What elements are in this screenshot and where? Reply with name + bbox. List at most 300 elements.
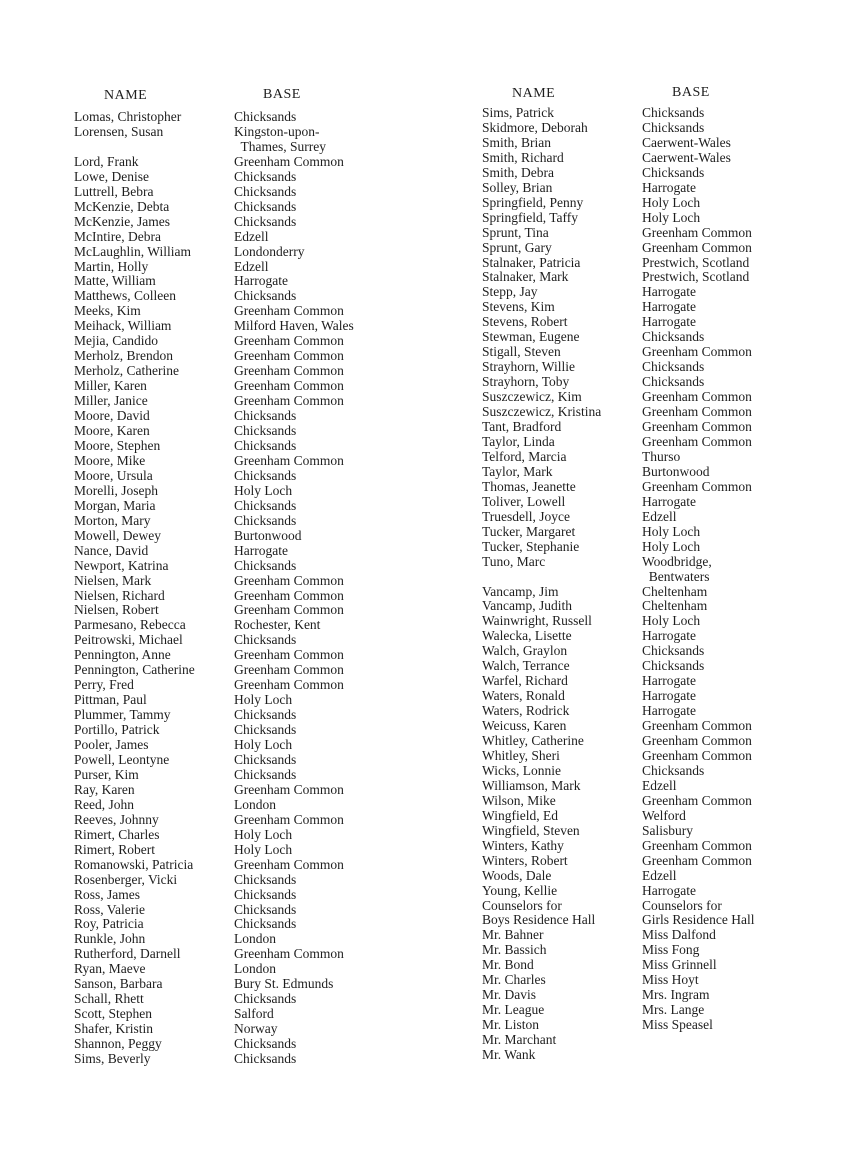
student-name: Springfield, Penny — [482, 194, 584, 210]
base-location: Edzell — [642, 508, 677, 524]
roster-row — [74, 409, 354, 424]
base-location: Harrogate — [642, 314, 696, 330]
roster-row — [74, 529, 354, 544]
roster-row — [74, 693, 354, 708]
roster-row — [74, 110, 354, 125]
student-name: Mr. Bassich — [482, 942, 547, 958]
base-location: Chicksands — [234, 198, 297, 214]
base-location: Harrogate — [642, 284, 696, 300]
roster-row — [74, 140, 354, 155]
base-location: Chicksands — [234, 168, 297, 184]
base-location: Greenham Common — [642, 389, 752, 405]
student-name: Schall, Rhett — [74, 991, 144, 1007]
base-location: Cheltenham — [642, 598, 708, 614]
roster-row — [482, 121, 754, 136]
roster-row — [482, 106, 754, 121]
roster-row — [482, 151, 754, 166]
roster-row — [482, 390, 754, 405]
base-location: Kingston-upon- — [234, 123, 320, 139]
base-location: Chicksands — [234, 408, 297, 424]
base-location: Chicksands — [234, 707, 297, 723]
student-name: Powell, Leontyne — [74, 751, 170, 767]
student-name: Whitley, Catherine — [482, 733, 584, 749]
student-name: Stepp, Jay — [482, 284, 538, 300]
student-name: Suszczewicz, Kim — [482, 389, 582, 405]
base-location: Bury St. Edmunds — [234, 976, 334, 992]
student-name: Shafer, Kristin — [74, 1021, 153, 1037]
base-location: Harrogate — [642, 688, 696, 704]
student-name: Matte, William — [74, 273, 156, 289]
student-name: Stalnaker, Mark — [482, 269, 569, 285]
student-name: Mr. Liston — [482, 1017, 540, 1033]
student-name: Walecka, Lisette — [482, 628, 572, 644]
student-name: Waters, Ronald — [482, 688, 565, 704]
roster-row — [74, 708, 354, 723]
student-name: Luttrell, Bebra — [74, 183, 154, 199]
student-name: Morelli, Joseph — [74, 482, 158, 498]
base-location: London — [234, 796, 276, 812]
left-base-header: BASE — [263, 87, 301, 102]
base-location: Greenham Common — [642, 404, 752, 420]
student-name: Smith, Brian — [482, 134, 552, 150]
roster-row — [482, 884, 754, 899]
roster-row — [482, 809, 754, 824]
base-location: Greenham Common — [642, 433, 752, 449]
student-name: Moore, Stephen — [74, 437, 161, 453]
roster-row — [482, 136, 754, 151]
roster-row — [74, 903, 354, 918]
base-location: Rochester, Kent — [234, 617, 321, 633]
base-location: Holy Loch — [642, 209, 701, 225]
student-name: McKenzie, James — [74, 213, 170, 229]
roster-row — [482, 465, 754, 480]
student-name: Strayhorn, Toby — [482, 374, 570, 390]
base-location: Greenham Common — [642, 747, 752, 763]
student-name — [482, 570, 642, 585]
student-name: Rimert, Charles — [74, 826, 160, 842]
base-location: Greenham Common — [234, 348, 344, 364]
student-name: Miller, Karen — [74, 378, 147, 394]
student-name: Nielsen, Richard — [74, 587, 165, 603]
roster-row — [482, 480, 754, 495]
base-location: Prestwich, Scotland — [642, 254, 750, 270]
student-name: Nance, David — [74, 542, 149, 558]
roster-row — [482, 913, 754, 928]
student-name: Mr. League — [482, 1002, 545, 1018]
roster-row — [482, 659, 754, 674]
base-location: Miss Dalfond — [642, 927, 716, 943]
roster-row — [482, 1018, 754, 1033]
base-location: Chicksands — [234, 423, 297, 439]
roster-row — [482, 1003, 754, 1018]
student-name: McIntire, Debra — [74, 228, 161, 244]
roster-row — [74, 947, 354, 962]
roster-row — [482, 270, 754, 285]
base-location: Greenham Common — [234, 647, 344, 663]
student-name: McKenzie, Debta — [74, 198, 170, 214]
roster-row — [482, 360, 754, 375]
roster-row — [482, 211, 754, 226]
student-name: Whitley, Sheri — [482, 747, 560, 763]
student-name: Morgan, Maria — [74, 497, 156, 513]
student-name: Stevens, Robert — [482, 314, 568, 330]
roster-row — [482, 226, 754, 241]
base-location: Edzell — [642, 867, 677, 883]
student-name: Strayhorn, Willie — [482, 359, 575, 375]
student-name: Peitrowski, Michael — [74, 632, 183, 648]
roster-row — [74, 514, 354, 529]
base-location: Miss Grinnell — [642, 957, 717, 973]
base-location: Greenham Common — [234, 856, 344, 872]
base-location: Chicksands — [642, 374, 705, 390]
roster-row — [482, 555, 754, 570]
roster-row — [74, 783, 354, 798]
base-location: Edzell — [234, 228, 269, 244]
student-name: Ross, Valerie — [74, 901, 145, 917]
roster-row — [74, 439, 354, 454]
student-name: Ross, James — [74, 886, 141, 902]
student-name: Tant, Bradford — [482, 419, 562, 435]
student-name: Walch, Graylon — [482, 643, 568, 659]
roster-row — [74, 394, 354, 409]
base-location: Chicksands — [642, 329, 705, 345]
student-name: Mejia, Candido — [74, 333, 158, 349]
student-name: Waters, Rodrick — [482, 703, 570, 719]
base-location: Chicksands — [642, 359, 705, 375]
student-name: Moore, Karen — [74, 423, 150, 439]
student-name: Purser, Kim — [74, 766, 139, 782]
student-name: Miller, Janice — [74, 393, 148, 409]
base-location: Chicksands — [234, 109, 297, 124]
base-location: Prestwich, Scotland — [642, 269, 750, 285]
student-name: Weicuss, Karen — [482, 718, 567, 734]
student-name: Scott, Stephen — [74, 1006, 152, 1022]
base-location: Girls Residence Hall — [642, 912, 755, 928]
roster-row — [74, 274, 354, 289]
student-name: Shannon, Peggy — [74, 1036, 162, 1052]
student-name: Wicks, Lonnie — [482, 762, 561, 778]
base-location: Greenham Common — [234, 677, 344, 693]
base-location: Greenham Common — [642, 733, 752, 749]
roster-row — [74, 738, 354, 753]
roster-row — [74, 260, 354, 275]
base-location: Chicksands — [234, 751, 297, 767]
student-name: Mr. Bahner — [482, 927, 544, 943]
roster-row — [74, 289, 354, 304]
student-name: Sprunt, Tina — [482, 224, 549, 240]
student-name: Lowe, Denise — [74, 168, 149, 184]
student-name: Wingfield, Steven — [482, 822, 580, 838]
roster-row — [74, 424, 354, 439]
base-location: Woodbridge, — [642, 553, 712, 569]
base-location: Bentwaters — [642, 568, 710, 584]
roster-row — [482, 330, 754, 345]
base-location: Cheltenham — [642, 583, 708, 599]
student-name: Runkle, John — [74, 931, 146, 947]
roster-row — [74, 873, 354, 888]
base-location: Greenham Common — [234, 946, 344, 962]
base-location: Holy Loch — [234, 692, 293, 708]
roster-row — [74, 499, 354, 514]
roster-row — [482, 928, 754, 943]
roster-row — [74, 245, 354, 260]
roster-row — [74, 1037, 354, 1052]
base-location: Greenham Common — [234, 452, 344, 468]
base-location: Norway — [234, 1021, 278, 1037]
student-name: Tucker, Stephanie — [482, 538, 580, 554]
roster-row — [74, 319, 354, 334]
student-name: Moore, Ursula — [74, 467, 153, 483]
roster-row — [482, 734, 754, 749]
student-name: Springfield, Taffy — [482, 209, 579, 225]
student-name: Newport, Katrina — [74, 557, 169, 573]
roster-row — [74, 200, 354, 215]
student-name: Moore, Mike — [74, 452, 146, 468]
roster-row — [74, 858, 354, 873]
student-name: Young, Kellie — [482, 882, 558, 898]
roster-row — [482, 285, 754, 300]
roster-row — [482, 345, 754, 360]
roster-row — [482, 181, 754, 196]
base-location: Chicksands — [234, 722, 297, 738]
roster-row — [482, 241, 754, 256]
student-name: Williamson, Mark — [482, 777, 581, 793]
student-name: Mr. Wank — [482, 1047, 536, 1063]
roster-row — [482, 540, 754, 555]
student-name: Counselors for — [482, 897, 562, 913]
student-name: Mr. Charles — [482, 972, 546, 988]
roster-row — [482, 1033, 754, 1048]
base-location: London — [234, 931, 276, 947]
base-location: Thurso — [642, 448, 681, 464]
roster-row — [74, 962, 354, 977]
roster-row — [74, 349, 354, 364]
roster-row — [74, 559, 354, 574]
base-location: Salford — [234, 1006, 274, 1022]
roster-row — [482, 824, 754, 839]
base-location: Greenham Common — [642, 224, 752, 240]
base-location: Harrogate — [642, 493, 696, 509]
base-location: Londonderry — [234, 243, 305, 259]
roster-row — [74, 170, 354, 185]
base-location: Holy Loch — [642, 538, 701, 554]
student-name: Nielsen, Mark — [74, 572, 152, 588]
right-base-header: BASE — [672, 85, 710, 100]
roster-row — [74, 1007, 354, 1022]
roster-row — [482, 854, 754, 869]
roster-row — [482, 988, 754, 1003]
roster-row — [74, 992, 354, 1007]
base-location: Chicksands — [234, 766, 297, 782]
student-name: Vancamp, Judith — [482, 598, 572, 614]
roster-row — [74, 678, 354, 693]
student-name: Taylor, Linda — [482, 433, 555, 449]
roster-row — [74, 454, 354, 469]
student-name: Portillo, Patrick — [74, 722, 160, 738]
student-name: Romanowski, Patricia — [74, 856, 194, 872]
roster-row — [482, 300, 754, 315]
roster-row — [74, 1022, 354, 1037]
roster-row — [482, 1048, 754, 1063]
roster-row — [482, 629, 754, 644]
base-location: Burtonwood — [642, 463, 710, 479]
base-location: Harrogate — [234, 273, 288, 289]
base-location: Miss Fong — [642, 942, 700, 958]
roster-row — [74, 215, 354, 230]
student-name: Perry, Fred — [74, 677, 134, 693]
base-location: Greenham Common — [234, 602, 344, 618]
roster-row — [74, 723, 354, 738]
student-name: Telford, Marcia — [482, 448, 567, 464]
base-location: Harrogate — [642, 673, 696, 689]
roster-row — [74, 155, 354, 170]
student-name: Pennington, Catherine — [74, 662, 195, 678]
student-name: Wilson, Mike — [482, 792, 556, 808]
right-name-header: NAME — [512, 86, 556, 101]
roster-row — [482, 674, 754, 689]
roster-row — [74, 125, 354, 140]
student-name: Morton, Mary — [74, 512, 151, 528]
roster-row — [482, 510, 754, 525]
roster-row — [74, 843, 354, 858]
student-name: Reed, John — [74, 796, 134, 812]
student-name: Stevens, Kim — [482, 299, 555, 315]
base-location: Edzell — [234, 258, 269, 274]
base-location: Greenham Common — [234, 378, 344, 394]
student-name: Mr. Bond — [482, 957, 534, 973]
roster-row — [482, 749, 754, 764]
roster-row — [482, 779, 754, 794]
student-name: Tuno, Marc — [482, 553, 546, 569]
roster-row — [74, 334, 354, 349]
base-location: Chicksands — [234, 991, 297, 1007]
base-location: Greenham Common — [642, 792, 752, 808]
base-location: Greenham Common — [642, 419, 752, 435]
roster-row — [482, 719, 754, 734]
roster-row — [74, 932, 354, 947]
roster-row — [74, 977, 354, 992]
base-location: Greenham Common — [234, 587, 344, 603]
student-name: Vancamp, Jim — [482, 583, 559, 599]
base-location: Chicksands — [642, 643, 705, 659]
base-location: Greenham Common — [234, 572, 344, 588]
base-location: Chicksands — [234, 183, 297, 199]
base-location: Chicksands — [234, 213, 297, 229]
roster-row — [482, 704, 754, 719]
student-name: Wingfield, Ed — [482, 807, 558, 823]
base-location: Chicksands — [234, 1036, 297, 1052]
roster-row — [74, 888, 354, 903]
base-location: Holy Loch — [234, 841, 293, 857]
roster-row — [482, 899, 754, 914]
student-name: Lomas, Christopher — [74, 109, 182, 124]
base-location: Miss Hoyt — [642, 972, 699, 988]
roster-row — [482, 420, 754, 435]
base-location: Burtonwood — [234, 527, 302, 543]
roster-row — [74, 304, 354, 319]
base-location: Chicksands — [642, 105, 705, 120]
base-location: Mrs. Lange — [642, 1002, 705, 1018]
roster-row — [482, 794, 754, 809]
base-location: Holy Loch — [234, 482, 293, 498]
student-name: Winters, Kathy — [482, 837, 564, 853]
student-name: Nielsen, Robert — [74, 602, 159, 618]
base-location: Greenham Common — [234, 153, 344, 169]
roster-row — [74, 768, 354, 783]
base-location: Greenham Common — [642, 478, 752, 494]
student-name: Sims, Patrick — [482, 105, 555, 120]
base-location: Chicksands — [234, 886, 297, 902]
base-location: Harrogate — [642, 179, 696, 195]
roster-row — [74, 753, 354, 768]
roster-row — [482, 166, 754, 181]
student-name: Taylor, Mark — [482, 463, 553, 479]
student-name: Woods, Dale — [482, 867, 552, 883]
base-location: Edzell — [642, 777, 677, 793]
student-name: Reeves, Johnny — [74, 811, 159, 827]
base-location: Holy Loch — [642, 194, 701, 210]
roster-row — [482, 764, 754, 779]
roster-row — [74, 1052, 354, 1067]
student-name: Roy, Patricia — [74, 916, 144, 932]
student-name: Skidmore, Deborah — [482, 119, 588, 135]
base-location: Milford Haven, Wales — [234, 318, 354, 334]
student-name: Ray, Karen — [74, 781, 135, 797]
base-location: Greenham Common — [234, 662, 344, 678]
base-location: Chicksands — [234, 871, 297, 887]
base-location: Harrogate — [642, 703, 696, 719]
student-name: Truesdell, Joyce — [482, 508, 570, 524]
roster-row — [74, 618, 354, 633]
roster-row — [482, 839, 754, 854]
student-name: Martin, Holly — [74, 258, 149, 274]
student-name: Boys Residence Hall — [482, 912, 596, 928]
student-name: Smith, Richard — [482, 149, 564, 165]
student-name: Lorensen, Susan — [74, 123, 164, 139]
student-name: Rosenberger, Vicki — [74, 871, 178, 887]
student-name: Walch, Terrance — [482, 658, 570, 674]
roster-row — [482, 958, 754, 973]
roster-row — [482, 644, 754, 659]
base-location: Harrogate — [234, 542, 288, 558]
roster-row — [482, 869, 754, 884]
base-location: Holy Loch — [642, 613, 701, 629]
student-name: Smith, Debra — [482, 164, 554, 180]
roster-row — [482, 495, 754, 510]
base-location: Greenham Common — [234, 303, 344, 319]
roster-row — [74, 574, 354, 589]
student-name: Meeks, Kim — [74, 303, 141, 319]
roster-row — [74, 648, 354, 663]
base-location: Counselors for — [642, 897, 722, 913]
roster-row — [74, 589, 354, 604]
base-location: Chicksands — [234, 497, 297, 513]
base-location: Greenham Common — [234, 811, 344, 827]
student-name: Mowell, Dewey — [74, 527, 161, 543]
student-name: Lord, Frank — [74, 153, 139, 169]
student-name: Pittman, Paul — [74, 692, 147, 708]
base-location: Harrogate — [642, 628, 696, 644]
base-location: Holy Loch — [234, 737, 293, 753]
student-name: McLaughlin, William — [74, 243, 191, 259]
roster-row — [482, 614, 754, 629]
roster-row — [482, 375, 754, 390]
roster-row — [74, 484, 354, 499]
student-name: Sanson, Barbara — [74, 976, 163, 992]
roster-row — [482, 689, 754, 704]
roster-row — [74, 663, 354, 678]
base-location: Greenham Common — [642, 718, 752, 734]
